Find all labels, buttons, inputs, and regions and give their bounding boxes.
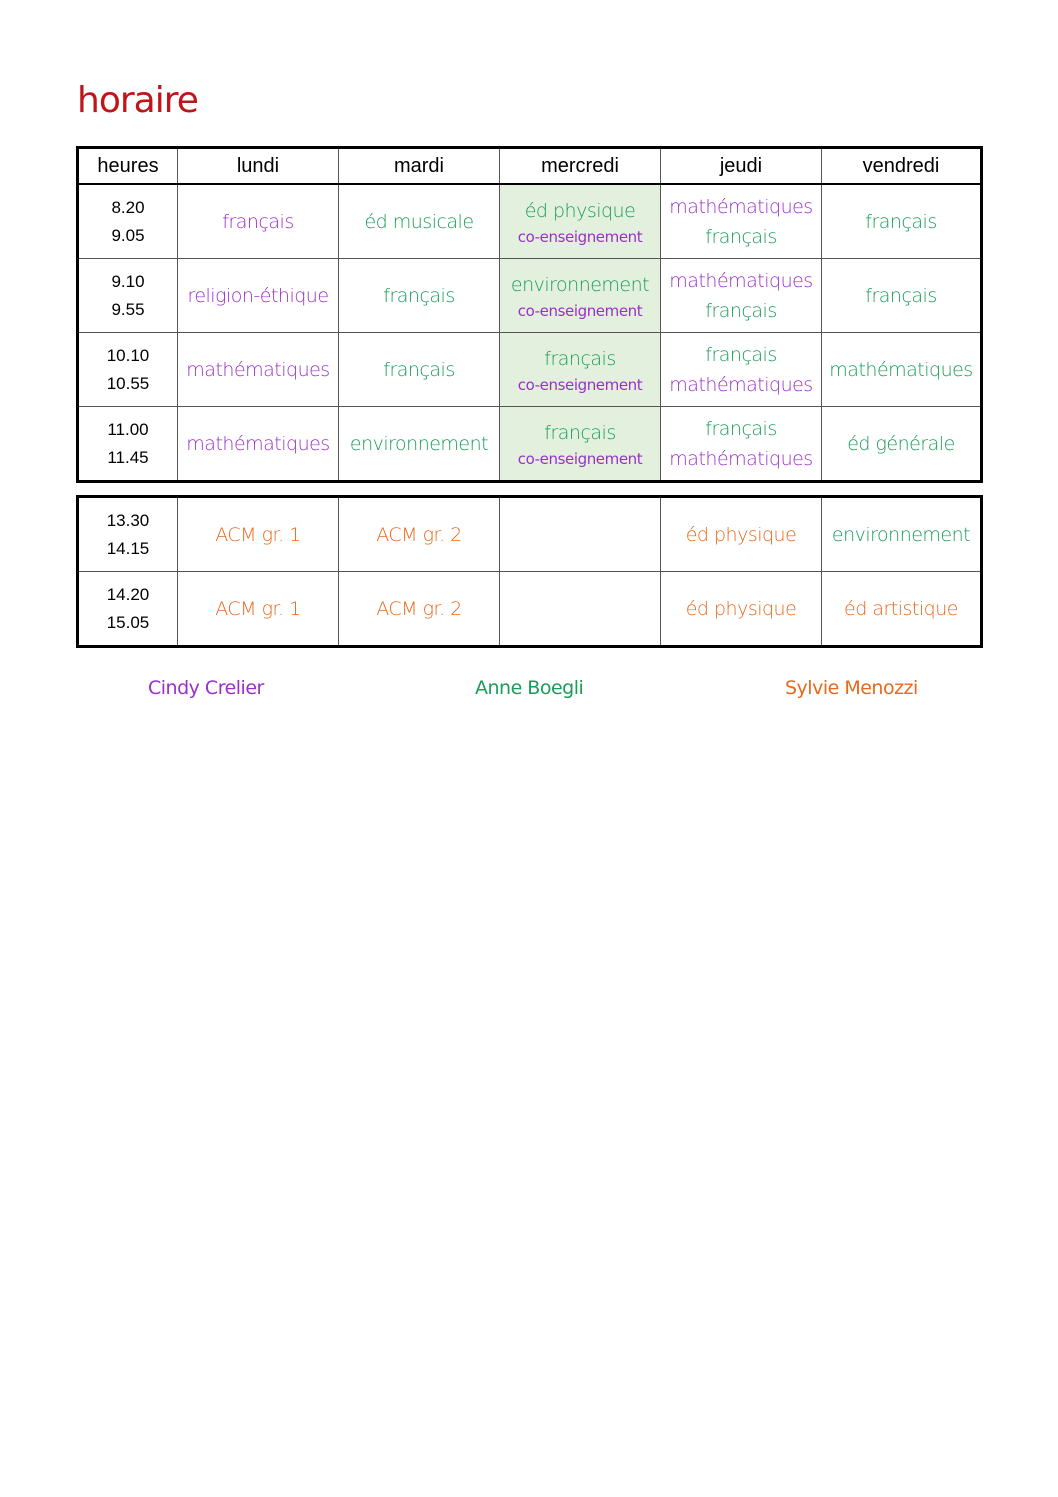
schedule-cell [339,497,500,572]
time-slot [78,407,178,482]
time-start: 10.10 [106,345,150,365]
schedule-cell [500,572,661,647]
morning-schedule-table [76,146,983,483]
schedule-cell [500,184,661,259]
subject-label: environnement [349,432,489,455]
subject-label: français [383,358,455,381]
table-row [78,259,982,333]
schedule-cell [178,184,339,259]
table-row [78,497,982,572]
time-end: 10.55 [106,373,150,393]
schedule-cell [822,407,982,482]
schedule-cell [822,497,982,572]
header-jeudi: jeudi [661,148,822,185]
schedule-cell [661,333,822,407]
subject-label: français [705,417,777,440]
subject-label: français [705,299,777,322]
schedule-cell [822,259,982,333]
time-start: 11.00 [107,419,149,439]
teacher-list [0,677,1058,707]
subject-label: environnement [831,523,971,546]
subject-label: mathématiques [669,195,813,218]
subject-label: français [544,347,616,370]
schedule-cell [339,572,500,647]
time-slot [78,184,178,259]
subject-label: ACM gr. 2 [376,523,462,546]
subject-label: mathématiques [669,447,813,470]
schedule-cell [178,333,339,407]
afternoon-schedule-table [76,495,983,648]
schedule-cell [500,259,661,333]
time-start: 14.20 [106,584,150,604]
time-end: 9.05 [111,225,145,245]
co-teaching-note: co-enseignement [517,227,643,246]
subject-label: ACM gr. 1 [215,597,301,620]
table-row [78,407,982,482]
table-row [78,184,982,259]
co-teaching-note: co-enseignement [517,449,643,468]
table-row [78,572,982,647]
subject-label: mathématiques [186,358,330,381]
schedule-cell [661,572,822,647]
schedule-cell [661,497,822,572]
time-end: 14.15 [106,538,150,558]
schedule-cell [339,333,500,407]
subject-label: ACM gr. 1 [215,523,301,546]
schedule-cell [500,333,661,407]
time-end: 11.45 [107,447,149,467]
table-row [78,333,982,407]
subject-label: français [222,210,294,233]
time-slot [78,259,178,333]
teacher-name: Anne Boegli [475,677,584,699]
schedule-cell [178,497,339,572]
schedule-cell [822,184,982,259]
subject-label: éd physique [685,597,797,620]
header-mercredi: mercredi [500,148,661,185]
subject-label: mathématiques [669,269,813,292]
subject-label: éd artistique [844,597,958,620]
subject-label: français [865,284,937,307]
time-start: 8.20 [111,197,145,217]
schedule-cell [500,497,661,572]
header-heures: heures [78,148,178,185]
schedule-cell [339,259,500,333]
schedule-cell [661,407,822,482]
subject-label: français [865,210,937,233]
subject-label: éd physique [524,199,636,222]
subject-label: mathématiques [829,358,973,381]
subject-label: religion-éthique [187,284,329,307]
time-start: 13.30 [106,510,150,530]
schedule-cell [339,184,500,259]
subject-label: mathématiques [669,373,813,396]
time-slot [78,572,178,647]
schedule-cell [661,184,822,259]
schedule-cell [178,259,339,333]
time-slot [78,333,178,407]
header-vendredi: vendredi [822,148,982,185]
subject-label: ACM gr. 2 [376,597,462,620]
schedule-cell [500,407,661,482]
subject-label: environnement [510,273,650,296]
subject-label: mathématiques [186,432,330,455]
time-end: 15.05 [106,612,150,632]
teacher-name: Cindy Crelier [148,677,264,699]
time-start: 9.10 [111,271,145,291]
header-mardi: mardi [339,148,500,185]
subject-label: français [383,284,455,307]
subject-label: français [705,225,777,248]
co-teaching-note: co-enseignement [517,301,643,320]
time-end: 9.55 [111,299,145,319]
schedule-cell [178,407,339,482]
schedule-cell [178,572,339,647]
subject-label: éd musicale [364,210,474,233]
co-teaching-note: co-enseignement [517,375,643,394]
schedule-cell [661,259,822,333]
header-lundi: lundi [178,148,339,185]
schedule-cell [822,572,982,647]
subject-label: éd générale [847,432,955,455]
header-row [78,148,982,185]
subject-label: éd physique [685,523,797,546]
page-title: horaire [77,80,198,121]
subject-label: français [705,343,777,366]
teacher-name: Sylvie Menozzi [785,677,918,699]
schedule-cell [822,333,982,407]
schedule-cell [339,407,500,482]
time-slot [78,497,178,572]
subject-label: français [544,421,616,444]
